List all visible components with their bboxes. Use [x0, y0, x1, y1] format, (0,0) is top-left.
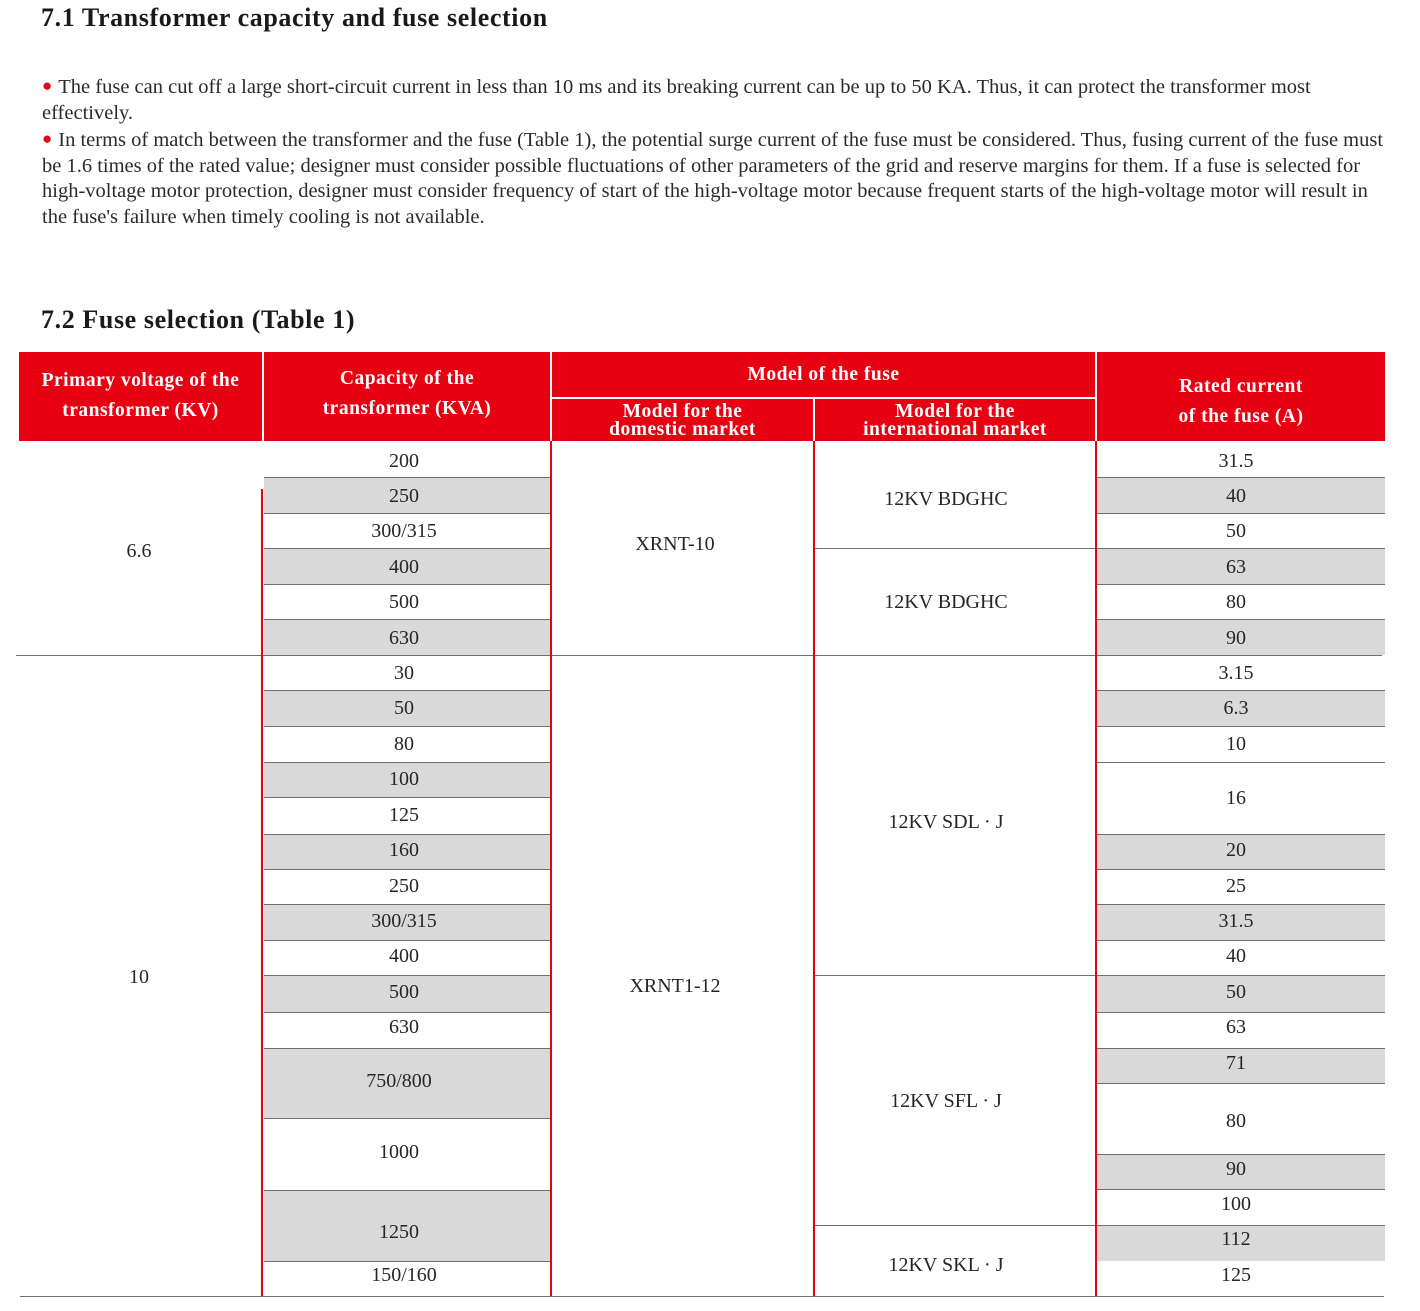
table-cell-capacity: 250	[389, 485, 419, 507]
table-cell-rated-current: 6.3	[1223, 697, 1249, 719]
table-cell-rated-current: 10	[1226, 733, 1246, 755]
table-cell-domestic-model: XRNT-10	[635, 533, 715, 555]
table-cell-rated-current: 80	[1226, 591, 1246, 613]
table-cell-voltage: 6.6	[126, 540, 152, 562]
header-international-model	[815, 403, 1095, 439]
bullet-text-2: In terms of match between the transformer and the fuse (Table 1), the potential surge current of the fuse must be considered. Thus, fusing current of the fuse must be 1.6 times of the rated value; designer must consider possible fluctuations of other parameters of the grid and reserve margins for them. If a fuse is selected for high-voltage motor protection, designer must consider frequency of start of the high-voltage motor because frequent starts of the high-voltage motor will result in the fuse's failure when timely cooling is not available.	[42, 129, 1384, 228]
table-cell-rated-current: 31.5	[1218, 910, 1254, 932]
table-cell-rated-current: 50	[1226, 981, 1246, 1003]
section-heading-7-1: 7.1 Transformer capacity and fuse selection	[41, 3, 548, 32]
header-capacity-line1: Capacity of the	[339, 368, 475, 389]
table-cell-rated-current: 25	[1226, 875, 1246, 897]
table-cell-capacity: 200	[389, 450, 419, 472]
table-cell-international-model: 12KV SDL · J	[888, 811, 1004, 833]
header-rated-line2: of the fuse (A)	[1178, 406, 1304, 427]
table-cell-rated-current: 40	[1226, 945, 1246, 967]
table-cell-rated-current: 63	[1226, 556, 1246, 578]
table-cell-capacity: 300/315	[371, 520, 437, 542]
table-cell-international-model: 12KV SFL · J	[890, 1090, 1002, 1112]
table-cell-voltage: 10	[129, 966, 149, 988]
table-cell-rated-current: 40	[1226, 485, 1246, 507]
table-cell-capacity: 30	[394, 662, 414, 684]
table-cell-capacity: 50	[394, 697, 414, 719]
table-cell-capacity: 400	[389, 945, 419, 967]
table-cell-capacity: 300/315	[371, 910, 437, 932]
table-cell-rated-current: 90	[1226, 627, 1246, 649]
table-cell-capacity: 630	[389, 1016, 419, 1038]
table-cell-domestic-model: XRNT1-12	[629, 975, 721, 997]
table-cell-rated-current: 71	[1226, 1052, 1246, 1074]
header-primary-voltage-line1: Primary voltage of the	[41, 370, 240, 391]
header-capacity-line2: transformer (KVA)	[322, 398, 492, 419]
table-cell-rated-current: 16	[1226, 787, 1246, 809]
table-cell-capacity: 160	[389, 839, 419, 861]
table-cell-international-model: 12KV BDGHC	[884, 591, 1008, 613]
table-cell-capacity: 1000	[379, 1141, 419, 1163]
header-primary-voltage-line2: transformer (KV)	[62, 400, 219, 421]
header-rated-line1: Rated current	[1179, 376, 1303, 397]
table-cell-capacity: 100	[389, 768, 419, 790]
table-cell-rated-current: 80	[1226, 1110, 1246, 1132]
table-cell-rated-current: 31.5	[1218, 450, 1254, 472]
table-cell-capacity: 400	[389, 556, 419, 578]
table-cell-rated-current: 63	[1226, 1016, 1246, 1038]
table-cell-rated-current: 50	[1226, 520, 1246, 542]
table-cell-capacity: 750/800	[366, 1070, 432, 1092]
table-cell-rated-current: 3.15	[1218, 662, 1254, 684]
bullet-text-1: The fuse can cut off a large short-circuit current in less than 10 ms and its breaking current can be up to 50 KA. Thus, it can protect the transformer most effectively.	[42, 76, 1311, 124]
table-cell-rated-current: 125	[1221, 1264, 1251, 1286]
header-rated-current	[1097, 372, 1385, 432]
table-cell-capacity: 1250	[379, 1221, 419, 1243]
table-cell-capacity: 125	[389, 804, 419, 826]
table-cell-rated-current: 100	[1221, 1193, 1251, 1215]
table-cell-rated-current: 20	[1226, 839, 1246, 861]
header-domestic-line1: Model for the	[622, 401, 743, 422]
table-cell-international-model: 12KV SKL · J	[888, 1254, 1004, 1276]
section-heading-7-2: 7.2 Fuse selection (Table 1)	[41, 305, 356, 334]
table-cell-capacity: 80	[394, 733, 414, 755]
table-cell-rated-current: 90	[1226, 1158, 1246, 1180]
table-cell-capacity: 630	[389, 627, 419, 649]
header-primary-voltage	[19, 366, 262, 426]
bullet-dot-icon: ●	[42, 76, 53, 95]
table-cell-international-model: 12KV BDGHC	[884, 488, 1008, 510]
header-international-line2: international market	[863, 419, 1047, 440]
header-capacity	[264, 364, 550, 424]
header-domestic-model	[552, 403, 813, 439]
table-cell-capacity: 150/160	[371, 1264, 437, 1286]
table-cell-capacity: 500	[389, 591, 419, 613]
header-international-line1: Model for the	[895, 401, 1015, 422]
header-domestic-line2: domestic market	[609, 419, 756, 440]
table-cell-capacity: 500	[389, 981, 419, 1003]
table-cell-capacity: 250	[389, 875, 419, 897]
table-cell-rated-current: 112	[1221, 1228, 1251, 1250]
header-model-of-fuse: Model of the fuse	[747, 364, 900, 385]
bullet-dot-icon: ●	[42, 129, 53, 148]
